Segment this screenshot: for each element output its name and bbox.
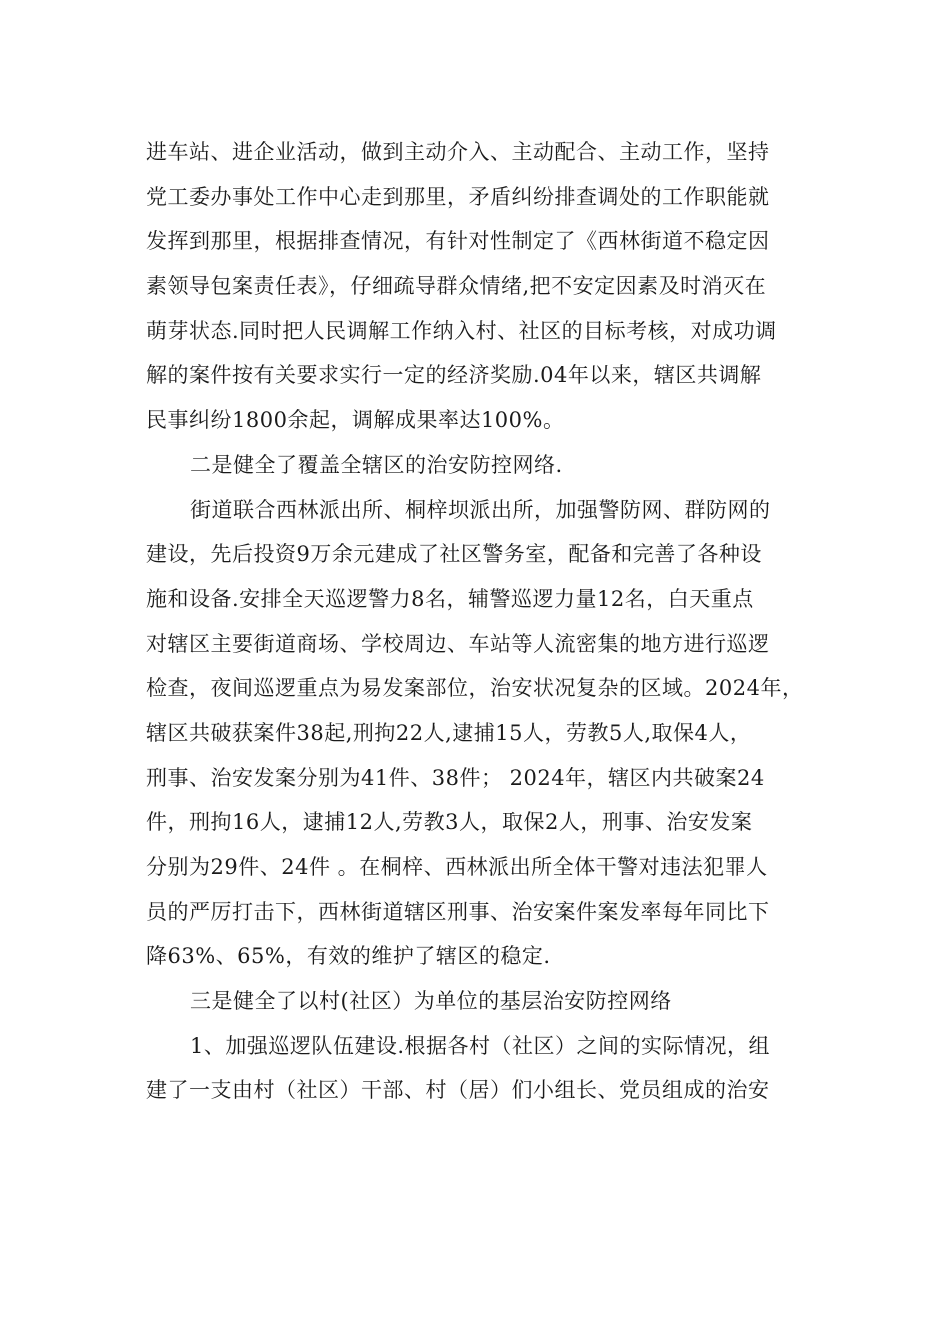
- text-line: 员的严厉打击下，西林街道辖区刑事、治安案件案发率每年同比下: [146, 899, 770, 924]
- text-line: 辖区共破获案件38起,刑拘22人,逮捕15人，劳教5人,取保4人，: [146, 720, 752, 745]
- text-line: 解的案件按有关要求实行一定的经济奖励.04年以来，辖区共调解: [146, 363, 762, 388]
- paragraph-start: 街道联合西林派出所、桐梓坝派出所，加强警防网、群防网的: [190, 497, 771, 522]
- text-line: 进车站、进企业活动，做到主动介入、主动配合、主动工作，坚持: [146, 140, 770, 164]
- section-heading: 三是健全了以村(社区）为单位的基层治安防控网络: [190, 989, 672, 1014]
- paragraph-start: 1、加强巡逻队伍建设.根据各村（社区）之间的实际情况，组: [190, 1033, 771, 1058]
- text-line: 件，刑拘16人，逮捕12人,劳教3人，取保2人，刑事、治安发案: [146, 810, 753, 835]
- text-line: 建了一支由村（社区）干部、村（居）们小组长、党员组成的治安: [146, 1078, 770, 1103]
- text-line: 检查，夜间巡逻重点为易发案部位，治安状况复杂的区域。2024年，: [146, 676, 804, 701]
- text-line: 分别为29件、24件 。在桐梓、西林派出所全体干警对违法犯罪人: [146, 855, 768, 879]
- text-line: 刑事、治安发案分别为41件、38件； 2024年，辖区内共破案24: [146, 765, 765, 790]
- text-line: 建设，先后投资9万余元建成了社区警务室，配备和完善了各种设: [146, 542, 762, 567]
- text-line: 对辖区主要街道商场、学校周边、车站等人流密集的地方进行巡逻: [146, 631, 770, 656]
- body-text: [146, 130, 806, 1113]
- text-line: 党工委办事处工作中心走到那里，矛盾纠纷排查调处的工作职能就: [146, 184, 770, 209]
- text-line: 降63%、65%，有效的维护了辖区的稳定.: [146, 944, 551, 969]
- text-line: 民事纠纷1800余起，调解成果率达100%。: [146, 408, 565, 433]
- text-line: 萌芽状态.同时把人民调解工作纳入村、社区的目标考核，对成功调: [146, 318, 777, 343]
- text-line: 发挥到那里，根据排查情况，有针对性制定了《西林街道不稳定因: [146, 229, 770, 254]
- text-line: 施和设备.安排全天巡逻警力8名，辅警巡逻力量12名，白天重点: [146, 586, 754, 611]
- section-heading: 二是健全了覆盖全辖区的治安防控网络.: [190, 452, 563, 477]
- text-line: 素领导包案责任表》，仔细疏导群众情绪,把不安定因素及时消灭在: [146, 274, 767, 299]
